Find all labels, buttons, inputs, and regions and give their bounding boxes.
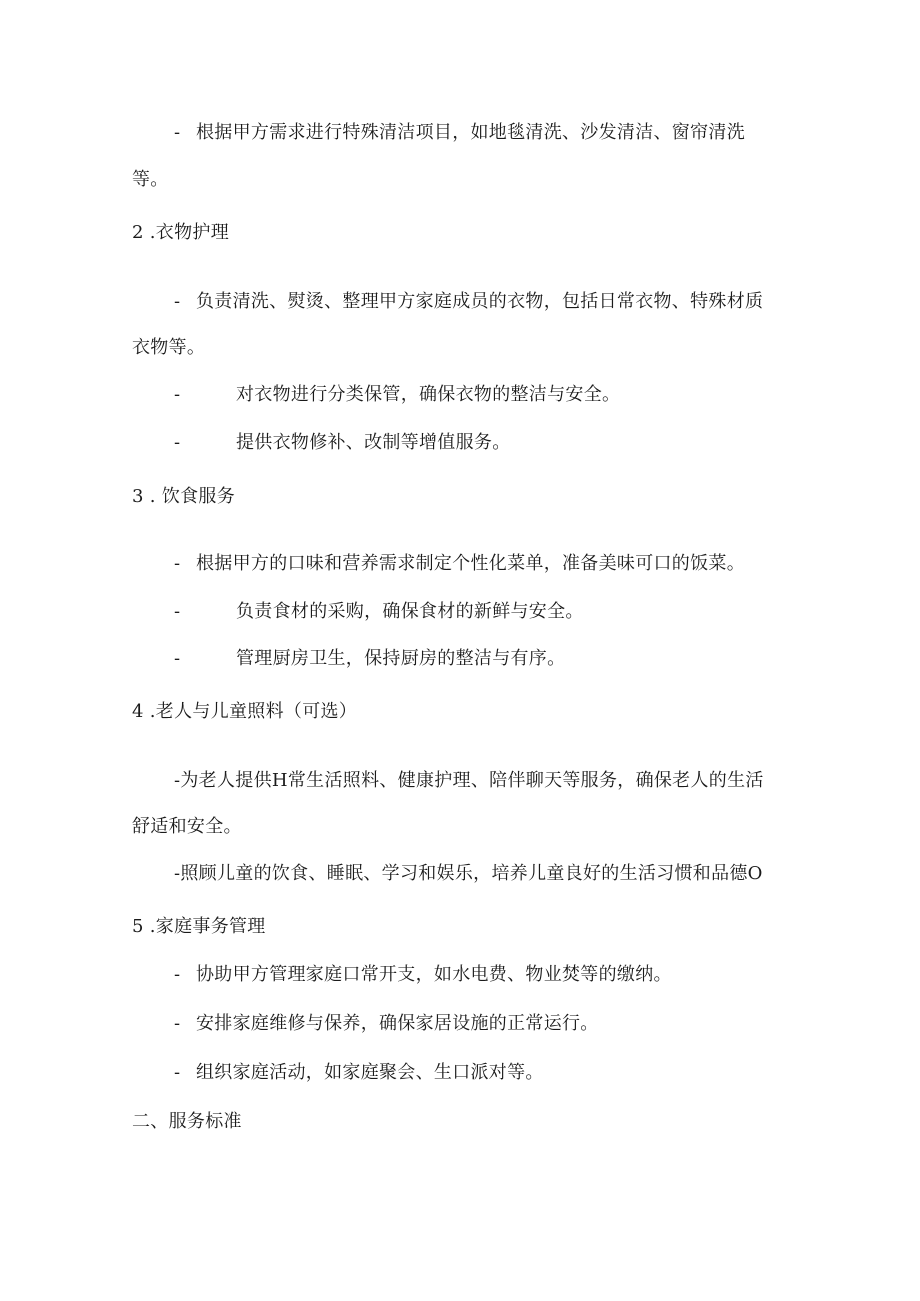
list-bullet: - [174,122,181,143]
list-item-text: -为老人提供H常生活照料、健康护理、陪伴聊天等服务，确保老人的生活 [174,770,764,791]
list-bullet: - [174,648,181,669]
list-bullet: - [174,384,181,405]
list-bullet: - [174,432,181,453]
major-section-heading: 二、服务标准 [132,1111,242,1132]
section-heading: 2 .衣物护理 [132,222,229,243]
section-heading: 5 .家庭事务管理 [132,916,266,937]
list-item-text: 协助甲方管理家庭口常开支，如水电费、物业焚等的缴纳。 [196,964,672,985]
list-item-text-continued: 衣物等。 [132,337,206,358]
list-item-text-continued: 舒适和安全。 [132,816,242,837]
list-item-text: 根据甲方需求进行特殊清洁项目，如地毯清洗、沙发清洁、窗帘清洗 [196,122,745,143]
list-item-text: 对衣物进行分类保管，确保衣物的整洁与安全。 [236,384,621,405]
list-bullet: - [174,291,181,312]
list-item-text: 负责清洗、熨烫、整理甲方家庭成员的衣物，包括日常衣物、特殊材质 [196,291,764,312]
list-item-text: 提供衣物修补、改制等增值服务。 [236,432,511,453]
section-heading: 4 .老人与儿童照料（可选） [132,701,358,722]
list-item-text: 安排家庭维修与保养，确保家居设施的正常运行。 [196,1013,599,1034]
list-item-text: 管理厨房卫生，保持厨房的整洁与有序。 [236,648,566,669]
list-item-text: 根据甲方的口味和营养需求制定个性化菜单，准备美味可口的饭菜。 [196,553,745,574]
section-heading: 3 . 饮食服务 [132,486,236,507]
list-bullet: - [174,964,181,985]
list-item-text: 负责食材的采购，确保食材的新鲜与安全。 [236,601,584,622]
list-bullet: - [174,553,181,574]
list-bullet: - [174,1013,181,1034]
list-item-text-continued: 等。 [132,169,169,190]
list-item-text: -照顾儿童的饮食、睡眠、学习和娱乐，培养儿童良好的生活习惯和品德O [174,863,763,884]
list-bullet: - [174,601,181,622]
list-item-text: 组织家庭活动，如家庭聚会、生口派对等。 [196,1062,544,1083]
list-bullet: - [174,1062,181,1083]
